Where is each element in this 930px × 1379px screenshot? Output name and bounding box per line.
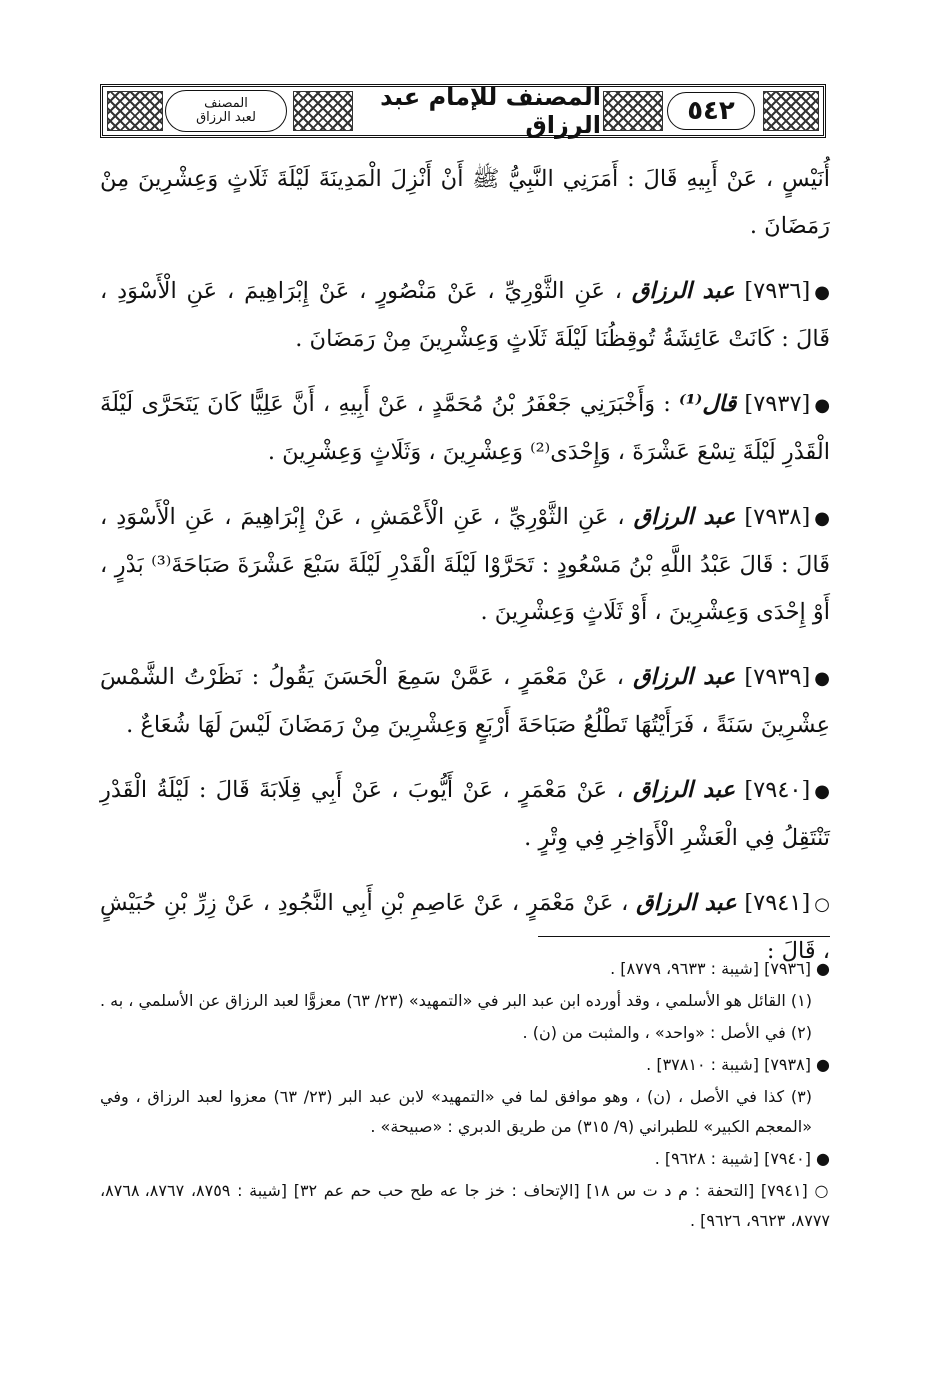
hadith-number: [٧٩٣٦] bbox=[744, 278, 811, 304]
hadith-number: [٧٩٤٠] bbox=[744, 777, 811, 803]
page-number: ٥٤٢ bbox=[667, 92, 755, 130]
hadith-paragraph bbox=[100, 767, 830, 862]
ornament-icon bbox=[293, 91, 353, 131]
hadith-text: أُنَيْسٍ ، عَنْ أَبِيهِ قَالَ : أَمَرَنِي النَّبِيُّ ﷺ أَنْ أَنْزِلَ الْمَدِينَةَ لَيْلَةَ ثَلَاثٍ وَعِشْرِينَ مِنْ رَمَضَانَ . bbox=[100, 166, 830, 239]
narrator-name: عبد الرزاق bbox=[633, 664, 736, 690]
footnote-separator bbox=[538, 936, 830, 937]
hadith-text: : وَأَخْبَرَنِي جَعْفَرُ بْنُ مُحَمَّدٍ ، عَنْ أَبِيهِ ، أَنَّ عَلِيًّا كَانَ يَتَحَرَّى لَيْلَةَ الْقَدْرِ لَيْلَةَ تِسْعَ عَشْرَةَ ، وَإِحْدَى⁽²⁾ وَعِشْرِينَ ، وَثَلَاثٍ وَعِشْرِينَ . bbox=[100, 391, 830, 465]
bullet-marker: ● bbox=[814, 508, 830, 529]
bullet-marker: ● bbox=[814, 781, 831, 802]
bullet-marker: ○ bbox=[814, 894, 830, 915]
book-title: المصنف للإمام عبد الرزاق bbox=[380, 83, 601, 139]
emblem-line-1: المصنف bbox=[204, 96, 248, 112]
running-header bbox=[100, 84, 826, 138]
hadith-paragraph bbox=[100, 156, 830, 250]
ornament-icon bbox=[763, 91, 819, 131]
narrator-name: عبد الرزاق bbox=[631, 278, 735, 304]
footnote: (٢) في الأصل : «واحد» ، والمثبت من (ن) . bbox=[522, 1023, 812, 1042]
footnote: (٣) كذا في الأصل ، (ن) ، وهو موافق لما في «التمهيد» لابن عبد البر (٢٣/ ٦٣) معزوا لعبد الرزاق ، وفي «المعجم الكبير» للطبراني (٩/ ٣١٥) من طريق الدبري : «صبيحة» . bbox=[100, 1087, 813, 1136]
footnote: ● [٧٩٣٨] [شيبة : ٣٧٨١٠] . bbox=[646, 1055, 830, 1074]
footnote: ● [٧٩٤٠] [شيبة : ٩٦٢٨] . bbox=[654, 1149, 830, 1168]
narrator-name: عبد الرزاق bbox=[633, 504, 736, 530]
hadith-paragraph bbox=[100, 381, 830, 476]
hadith-body bbox=[100, 156, 830, 993]
hadith-number: [٧٩٣٧] bbox=[744, 391, 811, 417]
narrator-name: عبد الرزاق bbox=[632, 777, 736, 803]
ornament-icon bbox=[603, 91, 663, 131]
hadith-paragraph bbox=[100, 654, 830, 749]
hadith-number: [٧٩٣٨] bbox=[744, 504, 811, 530]
bullet-marker: ● bbox=[814, 668, 830, 689]
hadith-text: ، عَنِ الثَّوْرِيِّ ، عَنْ مَنْصُورٍ ، عَنْ إِبْرَاهِيمَ ، عَنِ الْأَسْوَدِ ، قَالَ : كَانَتْ عَائِشَةُ تُوقِظُنَا لَيْلَةَ ثَلَاثٍ وَعِشْرِينَ مِنْ رَمَضَانَ . bbox=[100, 278, 830, 352]
hadith-number: [٧٩٤١] bbox=[744, 890, 811, 916]
hadith-text: ، عَنْ مَعْمَرٍ ، عَنْ أَيُّوبَ ، عَنْ أَبِي قِلَابَةَ قَالَ : لَيْلَةُ الْقَدْرِ تَنْتَقِلُ فِي الْعَشْرِ الْأَوَاخِرِ فِي وِتْرٍ . bbox=[100, 777, 830, 851]
hadith-number: [٧٩٣٩] bbox=[744, 664, 811, 690]
book-emblem bbox=[165, 90, 287, 132]
bullet-marker: ● bbox=[814, 395, 831, 416]
hadith-text: ، عَنْ مَعْمَرٍ ، عَمَّنْ سَمِعَ الْحَسَنَ يَقُولُ : نَظَرْتُ الشَّمْسَ عِشْرِينَ سَنَةً ، فَرَأَيْتُهَا تَطْلُعُ صَبَاحَةَ أَرْبَعٍ وَعِشْرِينَ مِنْ رَمَضَانَ لَيْسَ لَهَا شُعَاعٌ . bbox=[100, 664, 830, 738]
ornament-icon bbox=[107, 91, 163, 131]
footnote: (١) القائل هو الأسلمي ، وقد أورده ابن عبد البر في «التمهيد» (٢٣/ ٦٣) معزوًّا لعبد الرزاق عن الأسلمي ، به . bbox=[99, 991, 812, 1010]
footnote: ○ [٧٩٤١] [التحفة : م د ت س ١٨] [الإتحاف : خز جا عه طح حب حم عم ٣٢] [شيبة : ٨٧٥٩، ٨٧٦٧، ٨٧٦٨، ٨٧٧٧، ٩٦٢٣، ٩٦٢٦] . bbox=[100, 1181, 830, 1230]
narrator-name: قال⁽¹⁾ bbox=[679, 391, 737, 417]
bullet-marker: ● bbox=[814, 282, 830, 303]
hadith-text: ، عَنْ مَعْمَرٍ ، عَنْ عَاصِمِ بْنِ أَبِي النَّجُودِ ، عَنْ زِرِّ بْنِ حُبَيْشٍ ، قَالَ : bbox=[100, 890, 830, 964]
footnote: ● [٧٩٣٦] [شيبة : ٩٦٣٣، ٨٧٧٩] . bbox=[610, 959, 830, 978]
narrator-name: عبد الرزاق bbox=[636, 890, 737, 916]
hadith-paragraph bbox=[100, 494, 830, 636]
emblem-line-2: لعبد الرزاق bbox=[196, 110, 256, 125]
hadith-paragraph bbox=[100, 268, 830, 363]
footnotes bbox=[100, 954, 830, 1238]
hadith-text: ، عَنِ الثَّوْرِيِّ ، عَنِ الْأَعْمَشِ ، عَنْ إِبْرَاهِيمَ ، عَنِ الْأَسْوَدِ ، قَالَ : قَالَ عَبْدُ اللَّهِ بْنُ مَسْعُودٍ : تَحَرَّوْا لَيْلَةَ الْقَدْرِ لَيْلَةَ سَبْعَ عَشْرَةَ صَبَاحَةَ⁽³⁾ بَدْرٍ ، أَوْ إِحْدَى وَعِشْرِينَ ، أَوْ ثَلَاثٍ وَعِشْرِينَ . bbox=[100, 504, 830, 625]
